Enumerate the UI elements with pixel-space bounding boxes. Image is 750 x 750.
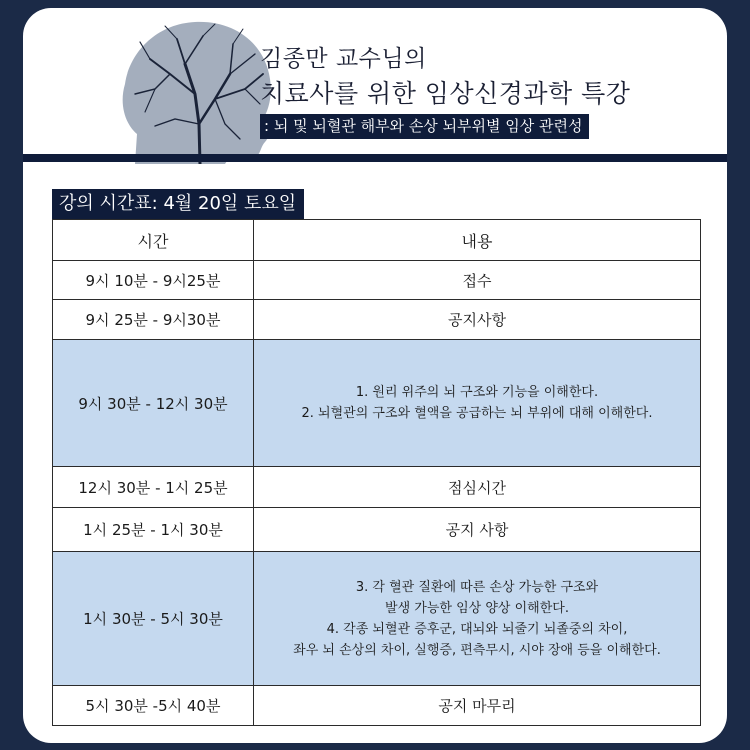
time-cell: 9시 25분 - 9시30분: [53, 300, 254, 340]
time-cell: 9시 30분 - 12시 30분: [53, 340, 254, 467]
header-divider-bar: [23, 154, 727, 162]
content-cell: [254, 552, 701, 686]
table-row: [53, 467, 701, 508]
title-line-1: 김종만 교수님의: [260, 46, 427, 72]
content-cell: [254, 340, 701, 467]
subtitle-banner: : 뇌 및 뇌혈관 해부와 손상 뇌부위별 임상 관련성: [260, 114, 589, 139]
schedule-title: 강의 시간표: 4월 20일 토요일: [52, 189, 304, 219]
table-row: [53, 300, 701, 340]
time-cell: 1시 30분 - 5시 30분: [53, 552, 254, 686]
content-line: 점심시간: [448, 478, 506, 497]
content-cell: [254, 467, 701, 508]
content-line: 2. 뇌혈관의 구조와 혈액을 공급하는 뇌 부위에 대해 이해한다.: [301, 406, 653, 421]
table-row: [53, 508, 701, 552]
header-content: 내용: [254, 220, 701, 261]
content-cell: [254, 686, 701, 726]
content-line: 공지 마무리: [438, 697, 516, 715]
content-line: 접수: [462, 271, 492, 290]
content-line: 좌우 뇌 손상의 차이, 실행증, 편측무시, 시야 장애 등을 이해한다.: [293, 642, 661, 658]
time-cell: 9시 10분 - 9시25분: [53, 261, 254, 300]
table-row: [53, 340, 701, 467]
title-line-2: 치료사를 위한 임상신경과학 특강: [260, 79, 631, 108]
content-cell: [254, 300, 701, 340]
time-cell: 5시 30분 -5시 40분: [53, 686, 254, 726]
content-line: 1. 원리 위주의 뇌 구조와 기능을 이해한다.: [355, 385, 599, 400]
header: [23, 8, 727, 158]
content-cell: [254, 261, 701, 300]
content-line: 공지 사항: [445, 521, 509, 539]
content-line: 4. 각종 뇌혈관 증후군, 대뇌와 뇌줄기 뇌졸중의 차이,: [326, 621, 628, 637]
table-row: [53, 261, 701, 300]
schedule-table: [52, 219, 701, 726]
content-line: 공지사항: [448, 311, 506, 329]
content-cell: [254, 508, 701, 552]
content-line: 발생 가능한 임상 양상 이해한다.: [385, 600, 569, 616]
header-time: 시간: [53, 220, 254, 261]
content-line: 3. 각 혈관 질환에 따른 손상 가능한 구조와: [355, 579, 599, 595]
table-row: [53, 686, 701, 726]
table-row: [53, 552, 701, 686]
table-header-row: [53, 220, 701, 261]
time-cell: 12시 30분 - 1시 25분: [53, 467, 254, 508]
poster-card: [23, 8, 727, 743]
time-cell: 1시 25분 - 1시 30분: [53, 508, 254, 552]
